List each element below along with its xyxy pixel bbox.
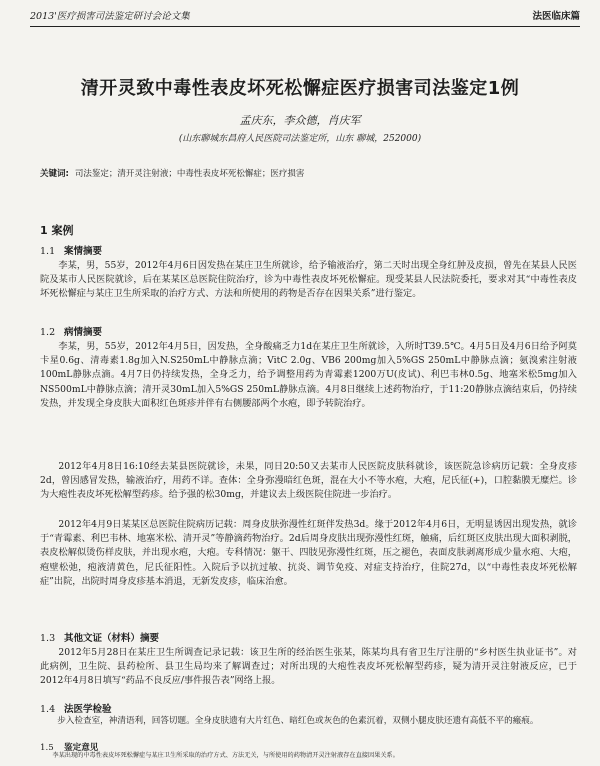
subsection-number: 1.4 [40,704,56,715]
keywords [40,167,580,179]
paragraph-illness-summary: 李某，男，55岁，2012年4月5日，因发热，全身酸痛乏力1d在某庄卫生所就诊，入所时T39.5℃。4月5日及4月6日给予阿莫卡星0.6g、清毒素1.8g加入N.S250mL中静脉点滴；VitC 2.0g、VB6 200mg加入5%GS 250mL中静脉点滴；氨溴索注射液100mL静脉点滴。4月7日仍持续发热，全身乏力，给予调整用药为青霉素1200万U(皮试)、利巴韦林0.5g、地塞米松5mg加入NS500mL中静脉点滴；清开灵30mL加入5%GS 250mL静脉点滴。4月8日继续上述药物治疗，于11:20静脉点滴结束后，仍持续发热，并发现全身皮肤大面积红色斑疹并伴有右侧腰部两个水疱，即予转院治疗。 [40,341,577,409]
paragraph-case-summary: 李某，男，55岁，2012年4月6日因发热在某庄卫生所就诊，给予输液治疗，第二天时出现全身红肿及皮损，曾先在某县人民医院及某市人民医院就诊，后在某某区总医院住院治疗，诊为中毒性表皮坏死松懈症。现受某县人民法院委托，要求对其“中毒性表皮坏死松懈症与某庄卫生所采取的治疗方式、方法和所使用的药物是否存在因果关系”进行鉴定。 [40,260,577,300]
subsection-title: 鉴定意见 [64,743,99,753]
subsection-title: 病情摘要 [64,327,103,338]
subsection-heading [40,243,102,257]
section-heading: 1 案例 [40,224,74,237]
paper-title: 清开灵致中毒性表皮坏死松懈症医疗损害司法鉴定1例 [80,78,520,99]
subsection-number: 1.2 [40,327,56,338]
subsection-heading [40,701,112,715]
paragraph-conclusion: 李某出现的中毒性表皮坏死松懈症与某庄卫生所采取的治疗方式、方法无关，与所使用的药物清开灵注射液存在直接因果关系。 [52,752,399,759]
subsection-number: 1.5 [40,743,54,753]
subsection-number: 1.1 [40,246,56,257]
subsection-heading [40,630,159,644]
keywords-label: 关键词: [40,169,69,179]
keywords-text: 司法鉴定；清开灵注射液；中毒性表皮坏死松懈症；医疗损害 [74,169,305,179]
paragraph-forensic-exam: 步入检查室，神清语利，回答切题。全身皮肤遗有大片红色、暗红色或灰色的色素沉着，双侧小腿皮肤还遗有高低不平的瘢痕。 [57,716,539,726]
subsection-title: 法医学检验 [64,704,112,715]
subsection-number: 1.3 [40,633,56,644]
header-right: 法医临床篇 [532,11,580,22]
running-header [30,8,580,27]
subsection-title: 其他文证（材料）摘要 [64,633,160,644]
paragraph-other-evidence: 2012年5月28日在某庄卫生所调查记录记载：该卫生所的经治医生张某，陈某均具有省卫生厅注册的“乡村医生执业证书”。对此病例，卫生院、县药检所、县卫生局均来了解调查过；对所出现的大疱性表皮坏死松解型药疹，疑为清开灵注射液反应，已于2012年4月8日填写“药品不良反应/事件报告表”网络上报。 [40,647,577,687]
affiliation: (山东聊城东昌府人民医院司法鉴定所，山东 聊城，252000) [178,134,422,144]
paragraph-hospital-visit: 2012年4月8日16:10经去某县医院就诊，未果，同日20:50又去某市人民医院皮肤科就诊，该医院急诊病历记载：全身皮疹2d，曾因感冒发热，输液治疗，用药不详。查体：全身弥漫暗红色斑，混在大小不等水疱，大疱，尼氏征(+)，口腔黏膜无糜烂。诊为大疱性表皮坏死松解型药疹。给予强的松30mg，并建议去上级医院住院进一步治疗。 [40,461,577,501]
authors: 孟庆东，李众德，肖庆军 [239,114,361,127]
paragraph-admission-record: 2012年4月9日某某区总医院住院病历记载：周身皮肤弥漫性红斑伴发热3d。缘于2012年4月6日，无明显诱因出现发热，就诊于“青霉素、利巴韦林、地塞米松、清开灵”等静滴药物治疗。2d后周身皮肤出现弥漫性红斑，触痛，后红斑区皮肤出现大面积剥脱，表皮松解似烫伤样皮肤，并出现水疱，大疱。专科情况：躯干、四肢见弥漫性红斑，压之褪色，表面皮肤剥离形成少量水疱、大疱，疱壁松弛，疱液清黄色，尼氏征阳性。入院后予以抗过敏、抗炎、调节免疫、对症支持治疗，住院27d，以“中毒性表皮坏死松解症”出院，出院时周身皮疹基本消退，无新发皮疹，临床治愈。 [40,519,577,587]
subsection-title: 案情摘要 [64,246,103,257]
subsection-heading [40,324,102,338]
header-left: 2013'医疗损害司法鉴定研讨会论文集 [30,11,190,22]
